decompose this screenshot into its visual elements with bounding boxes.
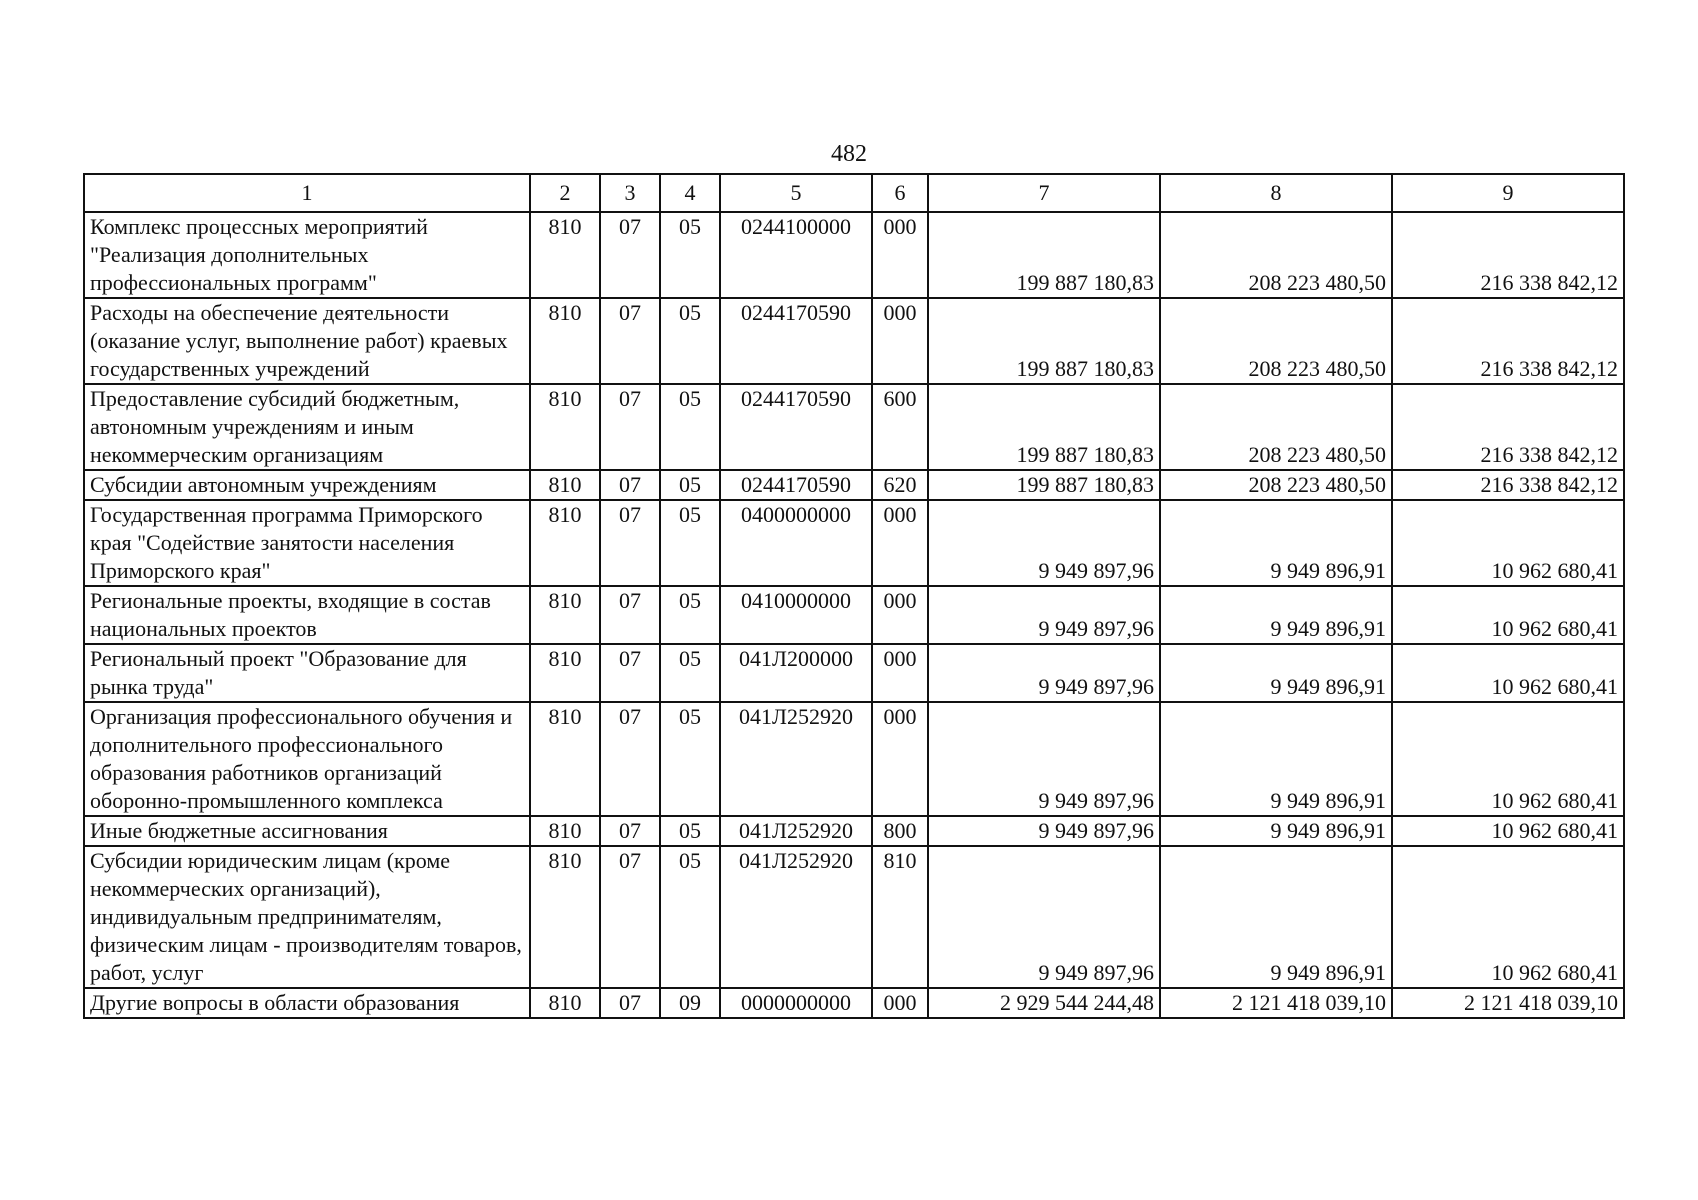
cell-target-article: 0400000000 <box>720 500 872 586</box>
cell-ministry-code: 810 <box>530 846 600 988</box>
cell-expense-type: 000 <box>872 702 928 816</box>
cell-expense-type: 000 <box>872 644 928 702</box>
cell-expense-type: 600 <box>872 384 928 470</box>
cell-name: Расходы на обеспечение деятельности (оказание услуг, выполнение работ) краевых государственных учреждений <box>84 298 530 384</box>
cell-section: 07 <box>600 470 660 500</box>
cell-amount-9: 216 338 842,12 <box>1392 384 1624 470</box>
cell-target-article: 041Л252920 <box>720 816 872 846</box>
cell-amount-9: 216 338 842,12 <box>1392 298 1624 384</box>
cell-subsection: 05 <box>660 846 720 988</box>
cell-subsection: 05 <box>660 702 720 816</box>
cell-expense-type: 000 <box>872 298 928 384</box>
cell-expense-type: 000 <box>872 212 928 298</box>
cell-amount-9: 10 962 680,41 <box>1392 586 1624 644</box>
cell-subsection: 05 <box>660 586 720 644</box>
cell-ministry-code: 810 <box>530 816 600 846</box>
cell-section: 07 <box>600 586 660 644</box>
cell-ministry-code: 810 <box>530 212 600 298</box>
cell-target-article: 041Л200000 <box>720 644 872 702</box>
cell-ministry-code: 810 <box>530 500 600 586</box>
cell-section: 07 <box>600 384 660 470</box>
cell-subsection: 05 <box>660 298 720 384</box>
cell-amount-8: 9 949 896,91 <box>1160 702 1392 816</box>
cell-amount-8: 208 223 480,50 <box>1160 298 1392 384</box>
column-header: 6 <box>872 174 928 212</box>
cell-target-article: 041Л252920 <box>720 702 872 816</box>
column-header: 4 <box>660 174 720 212</box>
cell-amount-7: 9 949 897,96 <box>928 500 1160 586</box>
table-row <box>84 702 1624 816</box>
cell-amount-7: 9 949 897,96 <box>928 846 1160 988</box>
cell-expense-type: 000 <box>872 586 928 644</box>
cell-section: 07 <box>600 816 660 846</box>
table-body <box>84 212 1624 1018</box>
column-header: 2 <box>530 174 600 212</box>
cell-subsection: 05 <box>660 470 720 500</box>
cell-target-article: 0244100000 <box>720 212 872 298</box>
cell-name: Региональные проекты, входящие в состав национальных проектов <box>84 586 530 644</box>
cell-section: 07 <box>600 298 660 384</box>
cell-ministry-code: 810 <box>530 470 600 500</box>
cell-expense-type: 000 <box>872 500 928 586</box>
cell-subsection: 05 <box>660 384 720 470</box>
cell-section: 07 <box>600 702 660 816</box>
column-header: 7 <box>928 174 1160 212</box>
cell-section: 07 <box>600 988 660 1018</box>
table-row <box>84 500 1624 586</box>
cell-section: 07 <box>600 644 660 702</box>
cell-subsection: 05 <box>660 816 720 846</box>
cell-target-article: 0244170590 <box>720 470 872 500</box>
cell-expense-type: 810 <box>872 846 928 988</box>
table-row <box>84 846 1624 988</box>
cell-name: Организация профессионального обучения и дополнительного профессионального образования работников организаций оборонно-промышленного комплекса <box>84 702 530 816</box>
cell-amount-9: 10 962 680,41 <box>1392 702 1624 816</box>
cell-expense-type: 000 <box>872 988 928 1018</box>
cell-amount-7: 199 887 180,83 <box>928 212 1160 298</box>
table-row <box>84 988 1624 1018</box>
cell-expense-type: 800 <box>872 816 928 846</box>
cell-amount-7: 9 949 897,96 <box>928 644 1160 702</box>
cell-name: Региональный проект "Образование для рынка труда" <box>84 644 530 702</box>
cell-amount-8: 9 949 896,91 <box>1160 500 1392 586</box>
table-row <box>84 298 1624 384</box>
cell-name: Комплекс процессных мероприятий "Реализация дополнительных профессиональных программ" <box>84 212 530 298</box>
cell-amount-8: 208 223 480,50 <box>1160 384 1392 470</box>
column-header: 1 <box>84 174 530 212</box>
column-header: 8 <box>1160 174 1392 212</box>
cell-target-article: 0244170590 <box>720 384 872 470</box>
cell-ministry-code: 810 <box>530 988 600 1018</box>
cell-amount-9: 216 338 842,12 <box>1392 470 1624 500</box>
cell-name: Государственная программа Приморского края "Содействие занятости населения Приморского края" <box>84 500 530 586</box>
cell-expense-type: 620 <box>872 470 928 500</box>
cell-ministry-code: 810 <box>530 586 600 644</box>
column-header: 9 <box>1392 174 1624 212</box>
cell-target-article: 041Л252920 <box>720 846 872 988</box>
table-header-row <box>84 174 1624 212</box>
cell-amount-8: 9 949 896,91 <box>1160 846 1392 988</box>
table-row <box>84 212 1624 298</box>
cell-amount-9: 10 962 680,41 <box>1392 846 1624 988</box>
table-row <box>84 644 1624 702</box>
cell-amount-8: 9 949 896,91 <box>1160 644 1392 702</box>
table-row <box>84 816 1624 846</box>
cell-amount-7: 199 887 180,83 <box>928 298 1160 384</box>
cell-amount-7: 9 949 897,96 <box>928 586 1160 644</box>
cell-amount-9: 216 338 842,12 <box>1392 212 1624 298</box>
cell-section: 07 <box>600 212 660 298</box>
cell-amount-7: 9 949 897,96 <box>928 702 1160 816</box>
cell-amount-8: 9 949 896,91 <box>1160 816 1392 846</box>
cell-target-article: 0000000000 <box>720 988 872 1018</box>
column-header: 3 <box>600 174 660 212</box>
table-row <box>84 470 1624 500</box>
cell-ministry-code: 810 <box>530 298 600 384</box>
cell-amount-7: 199 887 180,83 <box>928 470 1160 500</box>
cell-amount-8: 208 223 480,50 <box>1160 212 1392 298</box>
cell-amount-9: 10 962 680,41 <box>1392 816 1624 846</box>
cell-name: Субсидии юридическим лицам (кроме некоммерческих организаций), индивидуальным предпринимателям, физическим лицам - производителям товаров, работ, услуг <box>84 846 530 988</box>
cell-amount-7: 9 949 897,96 <box>928 816 1160 846</box>
cell-amount-8: 2 121 418 039,10 <box>1160 988 1392 1018</box>
cell-subsection: 09 <box>660 988 720 1018</box>
cell-amount-8: 208 223 480,50 <box>1160 470 1392 500</box>
budget-table <box>83 173 1625 1019</box>
cell-ministry-code: 810 <box>530 384 600 470</box>
cell-section: 07 <box>600 846 660 988</box>
cell-name: Предоставление субсидий бюджетным, автономным учреждениям и иным некоммерческим организациям <box>84 384 530 470</box>
cell-amount-7: 199 887 180,83 <box>928 384 1160 470</box>
column-header: 5 <box>720 174 872 212</box>
cell-name: Другие вопросы в области образования <box>84 988 530 1018</box>
cell-subsection: 05 <box>660 644 720 702</box>
cell-subsection: 05 <box>660 500 720 586</box>
cell-section: 07 <box>600 500 660 586</box>
cell-name: Иные бюджетные ассигнования <box>84 816 530 846</box>
cell-subsection: 05 <box>660 212 720 298</box>
cell-amount-9: 10 962 680,41 <box>1392 644 1624 702</box>
cell-target-article: 0410000000 <box>720 586 872 644</box>
cell-amount-9: 2 121 418 039,10 <box>1392 988 1624 1018</box>
cell-ministry-code: 810 <box>530 644 600 702</box>
cell-amount-7: 2 929 544 244,48 <box>928 988 1160 1018</box>
cell-name: Субсидии автономным учреждениям <box>84 470 530 500</box>
page-number: 482 <box>831 141 867 167</box>
cell-amount-8: 9 949 896,91 <box>1160 586 1392 644</box>
table-row <box>84 586 1624 644</box>
cell-ministry-code: 810 <box>530 702 600 816</box>
cell-amount-9: 10 962 680,41 <box>1392 500 1624 586</box>
cell-target-article: 0244170590 <box>720 298 872 384</box>
table-row <box>84 384 1624 470</box>
